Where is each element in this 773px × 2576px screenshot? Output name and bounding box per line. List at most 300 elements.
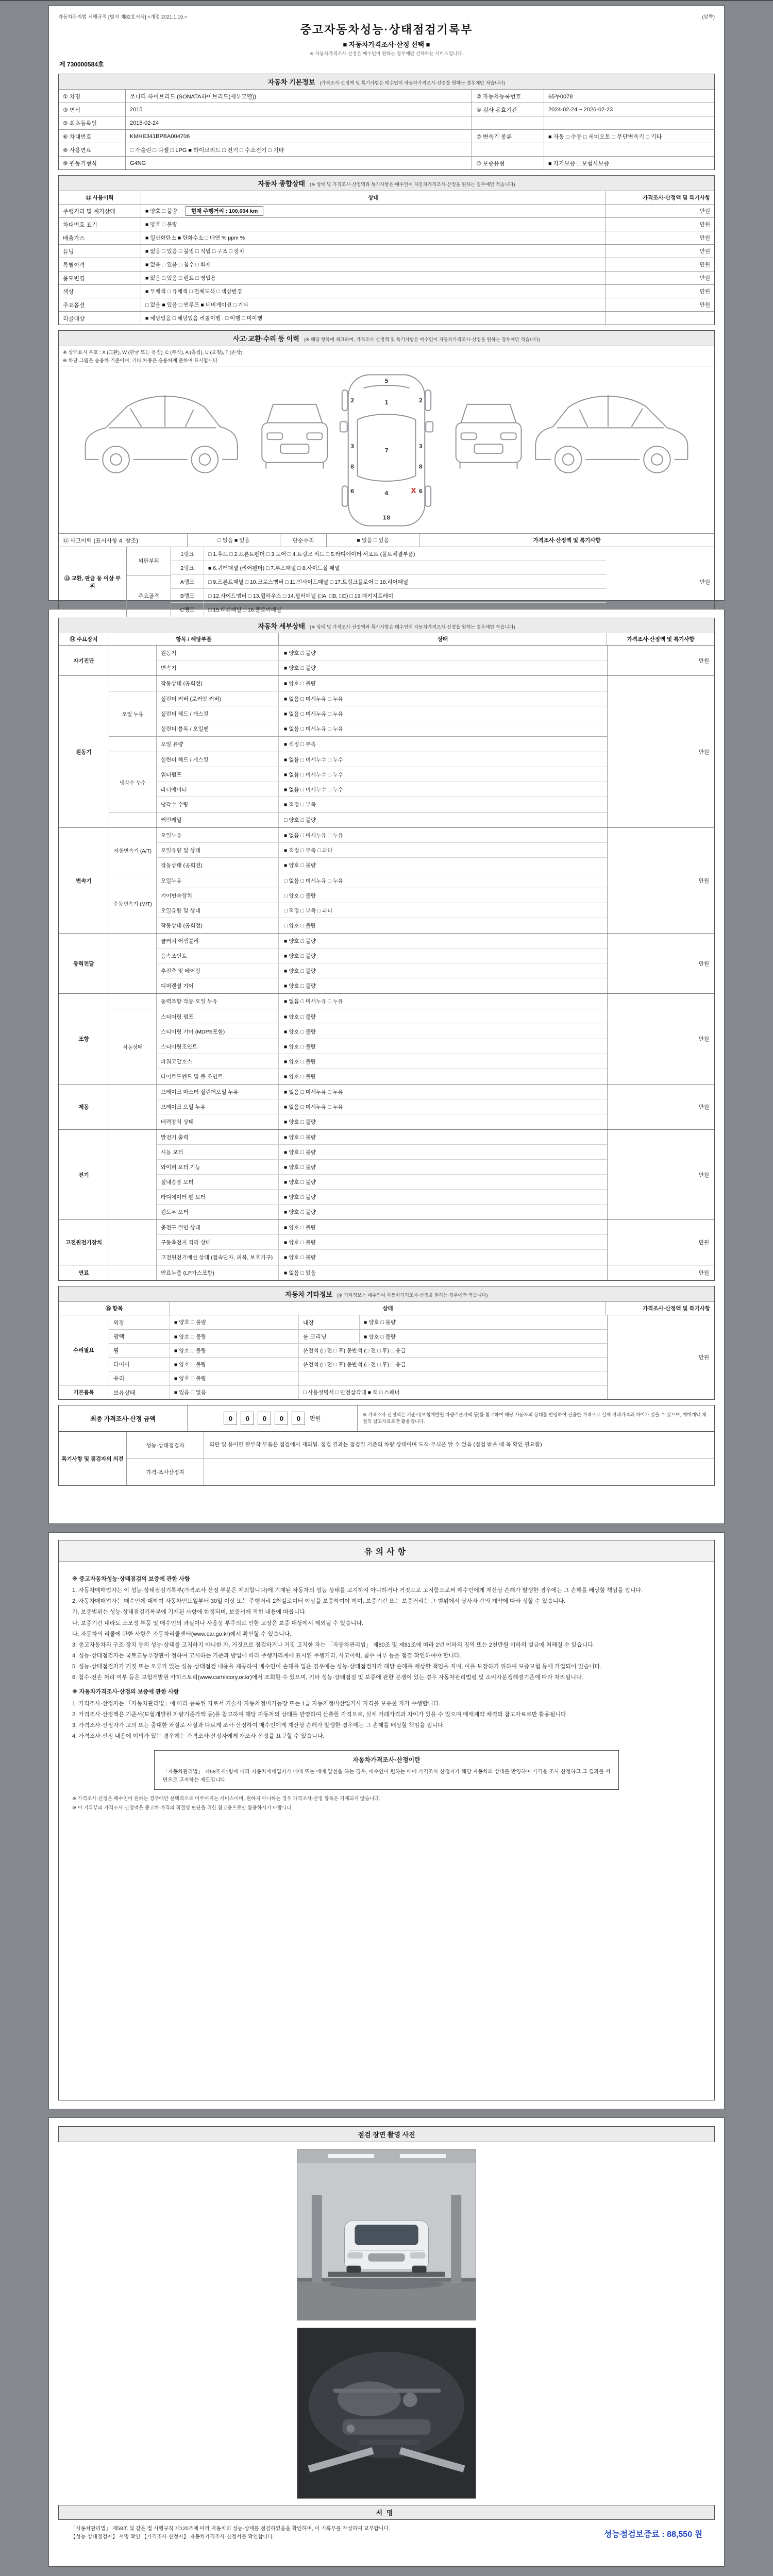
row-label: 용도변경: [59, 272, 141, 284]
item-state: ■ 양호 □ 불량: [284, 1224, 316, 1231]
svg-text:4: 4: [384, 490, 389, 497]
row-label: 차대번호 표기: [59, 218, 141, 231]
overall-row: [59, 258, 714, 271]
rank-items: ■ 6.쿼터패널 (리어펜더) □ 7.루프패널 □ 8.사이드실 패널: [208, 565, 340, 571]
detail-row: [157, 737, 607, 752]
item-name: 원동기: [157, 646, 279, 660]
device-block: [109, 994, 607, 1009]
field-label: ③ 연식: [59, 103, 126, 116]
price-digit: 0: [258, 1412, 271, 1425]
row-state: [141, 285, 606, 298]
side-view-left: [86, 395, 238, 473]
state-options: □ 없음 ■ 있음 □ 썬루프 ■ 네비게이션 □ 기타: [145, 302, 248, 308]
field-value: 2015-02-24: [126, 116, 472, 129]
rank-items: □ 12.사이드멤버 □ 13.휠하우스 □ 14.필러패널 (□A, □B, □C) □ 19.패키지트레이: [208, 592, 394, 599]
panel-main-form: [48, 5, 725, 613]
item-state: ■ 양호 □ 불량: [284, 1255, 316, 1261]
overall-row: [59, 231, 714, 244]
device-block: [109, 737, 607, 752]
detail-row: [157, 1250, 607, 1265]
field-label: ⑨ 원동기형식: [59, 157, 126, 170]
field-label: ② 자동차등록번호: [472, 90, 544, 103]
row-state: [141, 231, 606, 244]
section-title: 자동차 종합상태: [258, 180, 305, 188]
item-state: ■ 없음 □ 미세누유 □ 누유: [284, 726, 343, 732]
basic-info-row: [59, 156, 714, 170]
rank-row: [171, 547, 606, 561]
item-name: 연료누출 (LP가스포함): [157, 1265, 279, 1280]
exchange-groups: [127, 547, 171, 617]
device-group: [59, 994, 714, 1084]
item-name: 라디에이터 팬 모터: [157, 1190, 279, 1204]
svg-text:6: 6: [350, 488, 355, 495]
detail-row: [157, 963, 607, 978]
item-label: 룸 크리닝: [299, 1330, 360, 1343]
overall-table: [58, 191, 715, 325]
accident-table: [58, 346, 715, 617]
rank-label: B랭크: [171, 589, 204, 602]
price-cell: 만원: [607, 994, 714, 1084]
notice-section: [72, 1687, 701, 1741]
field-value: G4NG: [126, 157, 472, 170]
device-block: [109, 676, 607, 691]
price-cell: 만원: [607, 1220, 714, 1265]
final-price-row: [58, 1405, 715, 1432]
field-label: ⑤ 최초등록일: [59, 116, 126, 129]
device-block: [109, 934, 607, 993]
overall-row: [59, 311, 714, 325]
item-state: ■ 양호 □ 불량: [284, 862, 316, 869]
signature-body: [58, 2520, 715, 2544]
item-state: ■ 양호 □ 불량: [284, 1209, 316, 1215]
device-group: [59, 676, 714, 828]
item-name: 오일 유량: [157, 737, 279, 752]
item-name: 스티어링조인트: [157, 1039, 279, 1054]
item-state: ■ 없음 □ 미세누유 □ 누유: [284, 998, 343, 1005]
column-usage-history: ⑪ 사용이력: [59, 191, 141, 204]
block-label: 수동변속기 (M/T): [109, 873, 157, 933]
device-group: [59, 1265, 714, 1280]
svg-text:18: 18: [382, 514, 391, 521]
remarks-table: [58, 1432, 715, 1486]
notice-item: 3. 중고자동차의 구조·장치 등의 성능·상태를 고지하지 아니한 자, 거짓으로 점검하거나 거짓 고지한 자는 「자동차관리법」 제80조 및 제81조에 따라 2년 이하의 징역 또는 2천만원 이하의 벌금에 처해질 수 있습니다.: [72, 1641, 595, 1648]
rank-items: □ 15.대쉬패널 □ 16.플로어패널: [208, 607, 281, 613]
notice-item: 나. 보증기간 내라도 소모성 부품 및 매수인의 과실이나 사용상 부주의로 인한 고장은 보증 대상에서 제외될 수 있습니다.: [72, 1620, 364, 1626]
item-state: ■ 양호 □ 불량: [284, 1194, 316, 1200]
photo-car-on-lift: [297, 2149, 476, 2320]
svg-text:2: 2: [418, 397, 423, 404]
basic-info-row: [59, 103, 714, 116]
field-value: 쏘나타 하이브리드 (SONATA하이브리드(세부모델)): [126, 90, 472, 103]
item-name: 커먼레일: [157, 812, 279, 827]
detail-row: [157, 858, 607, 873]
svg-text:8: 8: [418, 463, 423, 470]
item-extra: 운전석 (□ 전 □ 후) 동반석 (□ 전 □ 후) □ 응급: [303, 1361, 406, 1368]
device-block: [109, 873, 607, 933]
price-column-header: 가격조사·산정액 및 특기사항: [533, 537, 601, 544]
detail-table: [58, 633, 715, 1281]
field-label: [472, 143, 544, 156]
section-title: 자동차 기본정보: [267, 78, 315, 86]
device-block: [109, 1265, 607, 1280]
detail-row: [157, 828, 607, 843]
remarks-row-inspector: [127, 1432, 714, 1459]
device-block: [109, 691, 607, 737]
remarks-title: 특기사항 및 점검자의 의견: [59, 1432, 127, 1485]
subtitle: ■ 자동차가격조사·산정 선택 ■: [343, 41, 430, 48]
state-options: ■ 무채색 □ 유채색 □ 전체도색 □ 색상변경: [145, 289, 242, 295]
item-state: ■ 양호 □ 불량: [284, 983, 316, 989]
device-name: 원동기: [59, 676, 109, 827]
overall-row: [59, 271, 714, 284]
item-state: ■ 양호 □ 불량: [284, 1074, 316, 1080]
column-state: 상태: [279, 633, 607, 645]
detail-row: [157, 1039, 607, 1054]
column-price: 가격조사·산정액 및 특기사항: [627, 636, 695, 642]
item-state: ■ 양호 □ 불량: [284, 1179, 316, 1185]
item-state: ■ 양호 □ 불량: [284, 665, 316, 671]
item-name: 동력조향 작동 오일 누유: [157, 994, 279, 1009]
section-signature-header: 서명: [58, 2505, 715, 2520]
final-price-label: 최종 가격조사·산정 금액: [59, 1405, 188, 1431]
accident-history-row: [59, 533, 714, 547]
exchange-block: [59, 547, 714, 617]
detail-row: [157, 918, 607, 933]
svg-text:5: 5: [384, 378, 389, 385]
device-name: 자기진단: [59, 646, 109, 675]
price-cell: 만원: [699, 579, 710, 585]
other-row: [109, 1329, 607, 1343]
final-price-note: ※ 가격조사·산정액은 기준서(보험개발원 차량기준가액 등)를 참고하여 해당 자동차의 상태를 반영하여 산출한 가격으로 실제 거래가격과 차이가 있을 수 있으며, 매매계약 체결의 참고자료로만 활용됩니다.: [363, 1412, 707, 1424]
item-name: 냉각수 수량: [157, 797, 279, 812]
other-row: [109, 1315, 607, 1329]
device-group: [59, 646, 714, 676]
item-state: ■ 양호 □ 불량: [284, 1239, 316, 1246]
item-state: ■ 양호 □ 불량: [284, 938, 316, 944]
item-name: 오일누유: [157, 873, 279, 888]
detail-row: [157, 843, 607, 858]
price-digit: 0: [241, 1412, 254, 1425]
rank-label: C랭크: [171, 603, 204, 617]
item-name: 등속조인트: [157, 948, 279, 963]
detail-row: [157, 782, 607, 797]
detail-row: [157, 752, 607, 767]
device-group: [59, 1220, 714, 1265]
device-name: 제동: [59, 1084, 109, 1129]
rear-view: [456, 404, 522, 469]
detail-row: [157, 1220, 607, 1235]
svg-text:8: 8: [350, 463, 355, 470]
appraiser-comment: [204, 1459, 714, 1485]
item-state: ■ 없음 □ 있음: [284, 1270, 316, 1276]
item-state: ■ 없음 □ 미세누수 □ 누수: [284, 756, 343, 763]
section-accident-header: [58, 330, 715, 346]
legend-block: [59, 346, 246, 366]
document-number: 제 730000584호: [59, 61, 104, 68]
detail-row: [157, 994, 607, 1009]
item-name: 기어변속장치: [157, 888, 279, 903]
price-digit: 0: [224, 1412, 237, 1425]
signature-line-1: 「자동차관리법」 제58조 및 같은 법 시행규칙 제120조에 따라 자동차의 성능·상태를 점검하였음을 확인하며, 이 기록부를 작성하여 교부합니다.: [71, 2526, 391, 2532]
front-view: [262, 404, 327, 469]
detail-row: [157, 691, 607, 706]
price-cell: 만원: [699, 235, 710, 241]
item-name: 브레이크 오일 누유: [157, 1099, 279, 1114]
field-label: ⑥ 차대번호: [59, 130, 126, 143]
item-label: 유리: [109, 1371, 170, 1385]
block-label: [109, 812, 157, 827]
notice-item: 3. 가격조사·산정자가 고의 또는 중대한 과실로 사실과 다르게 조사·산정하여 매수인에게 재산상 손해가 발생한 경우에는 그 손해를 배상할 책임을 집니다.: [72, 1722, 445, 1728]
fee-label: 성능점검보증료 :: [603, 2530, 665, 2539]
notice-heading: ※ 중고자동차성능·상태점검의 보증에 관한 사항: [72, 1576, 190, 1582]
exchange-label: ⑬ 교환, 판금 등 이상 부위: [59, 547, 127, 617]
price-cell: 만원: [699, 208, 710, 214]
section-detail-header: [58, 618, 715, 633]
price-cell: 만원: [607, 1084, 714, 1129]
row-label: 튜닝: [59, 245, 141, 258]
column-state: 상태: [170, 1302, 606, 1315]
item-label: 보유상태: [109, 1385, 170, 1399]
other-column-header-wrap: [58, 1301, 715, 1315]
field-label: ① 차명: [59, 90, 126, 103]
other-column-header: [59, 1301, 714, 1315]
field-value: 2015: [126, 103, 472, 116]
accident-history-label: ⑫ 사고이력 (표시사항 4. 참조): [59, 534, 188, 547]
item-label: 내장: [299, 1315, 360, 1329]
block-label: [109, 1220, 157, 1265]
row-state: [141, 245, 606, 258]
item-name: 브레이크 마스터 실린더오일 누유: [157, 1084, 279, 1099]
state-options: ■ 양호 □ 불량: [145, 222, 178, 228]
field-value: ■ 자동 □ 수동 □ 세미오토 □ 무단변속기 □ 기타: [548, 133, 662, 140]
item-state: ■ 양호 □ 불량: [284, 1119, 316, 1125]
price-cell: 만원: [607, 676, 714, 827]
simple-repair-state: ■ 없음 □ 있음: [327, 534, 419, 547]
section-title: 사고·교환·수리 등 이력: [232, 335, 299, 343]
detail-row: [157, 873, 607, 888]
other-row: [109, 1371, 607, 1385]
item-label: 타이어: [109, 1358, 170, 1371]
simple-repair-label: 단순수리: [280, 534, 327, 547]
inspector-label: 성능·상태점검자: [127, 1432, 204, 1459]
detail-row: [157, 646, 607, 660]
overall-row: [59, 298, 714, 311]
row-state: [141, 205, 606, 217]
column-price: 가격조사·산정액 및 특기사항: [642, 195, 710, 201]
price-cell: [606, 312, 714, 325]
notice-item: 2. 자동차매매업자는 매수인에 대하여 자동차인도일부터 30일 이상 또는 주행거리 2천킬로미터 이상을 보증하여야 하며, 보증기간 또는 보증거리는 그 범위에서 당사자 간의 계약에 따라 정할 수 있습니다.: [72, 1598, 566, 1605]
other-row: [109, 1357, 607, 1371]
notice-body: [59, 1562, 714, 1820]
device-block: [109, 752, 607, 812]
item-state: ■ 양호 □ 불량: [284, 968, 316, 974]
item-name: 변속기: [157, 660, 279, 675]
remarks-row-appraiser: [127, 1459, 714, 1485]
detail-row: [157, 1099, 607, 1114]
section-note: (※ 해당 항목에 체크하며, 가격조사·산정액 및 특기사항은 매수인이 자동차가격조사·산정을 원하는 경우에만 적습니다): [304, 337, 541, 342]
section-title: 자동차 기타정보: [285, 1291, 333, 1298]
device-block: [109, 1009, 607, 1084]
notice-title: 유의사항: [59, 1540, 714, 1562]
item-state: ■ 양호 □ 불량: [364, 1333, 396, 1340]
section-overall-header: [58, 175, 715, 191]
block-label: [109, 994, 157, 1009]
basic-items-block: [59, 1385, 607, 1399]
item-state: ■ 있음 □ 없음: [170, 1385, 299, 1399]
repair-group-label: 수리필요: [59, 1315, 109, 1385]
block-label: [109, 1130, 157, 1219]
appraiser-label: 가격·조사산정자: [127, 1459, 204, 1485]
detail-row: [157, 1114, 607, 1129]
detail-row: [157, 1024, 607, 1039]
inspector-comment: 외판 및 용이한 탈부착 부품은 점검에서 제외됨. 점검 결과는 점검일 기준의 차량 상태이며 도색·부식은 알 수 없음 (점검 받을 때 꼭 확인 필요함): [209, 1442, 542, 1448]
notice-footnote: ※ 가격조사·산정은 매수인이 원하는 경우에만 선택적으로 이루어지는 서비스이며, 원하지 아니하는 경우 가격조사·산정 항목은 기재되지 않습니다.: [72, 1795, 380, 1802]
side-view-right: [535, 395, 687, 473]
item-extra: [299, 1371, 607, 1385]
notice-heading: ※ 자동차가격조사·산정의 보증에 관한 사항: [72, 1689, 179, 1696]
device-name: 동력전달: [59, 934, 109, 993]
overall-row: [59, 204, 714, 217]
item-name: 실린더 헤드 / 개스킷: [157, 706, 279, 721]
row-label: 특별이력: [59, 258, 141, 271]
detail-row: [157, 1009, 607, 1024]
field-value: [544, 116, 714, 129]
item-name: 스티어링 펌프: [157, 1009, 279, 1024]
section-note: (※ 상태 및 가격조사·산정액과 특기사항은 매수인이 자동차가격조사·산정을 원하는 경우에만 적습니다): [310, 182, 515, 187]
detail-row: [157, 767, 607, 782]
basic-info-table: [58, 89, 715, 170]
block-label: [109, 646, 157, 675]
item-state: ■ 양호 □ 불량: [284, 1013, 316, 1020]
detail-row: [157, 1265, 607, 1280]
item-name: 클러치 어셈블리: [157, 934, 279, 948]
rank-row: [171, 561, 606, 575]
item-state: ■ 적정 □ 부족: [284, 741, 316, 748]
item-state: ■ 양호 □ 불량: [170, 1358, 299, 1371]
price-cell: 만원: [607, 1315, 714, 1399]
item-name: 고전원전기배선 상태 (접속단자, 피복, 보호기구): [157, 1250, 279, 1265]
item-state: ■ 양호 □ 불량: [284, 1043, 316, 1050]
state-options: ■ 없음 □ 있음 □ 침수 □ 화재: [145, 262, 211, 268]
item-extra: □ 사용설명서 □ 안전삼각대 ■ 잭 □ 스패너: [303, 1389, 400, 1396]
car-diagram-row: [59, 366, 714, 533]
column-item: ⑮ 항목: [59, 1302, 170, 1315]
device-name: 고전원전기장치: [59, 1220, 109, 1265]
section-basic-info-header: [58, 74, 715, 89]
item-state: ■ 양호 □ 불량: [170, 1371, 299, 1385]
item-state: □ 양호 □ 불량: [284, 892, 316, 899]
item-name: 타이로드엔드 및 볼 조인트: [157, 1069, 279, 1084]
field-label: ⑩ 보증유형: [472, 157, 544, 170]
item-state: ■ 양호 □ 불량: [284, 1134, 316, 1141]
detail-row: [157, 797, 607, 812]
notice-item: 가. 보증범위는 성능·상태점검기록부에 기재된 사항에 한정되며, 보증서에 적힌 내용에 따릅니다.: [72, 1609, 307, 1616]
state-options: ■ 양호 □ 불량: [145, 208, 178, 214]
top-line: [58, 13, 715, 20]
item-name: 추진축 및 베어링: [157, 963, 279, 978]
item-name: 작동상태 (공회전): [157, 858, 279, 873]
other-table: [58, 1315, 715, 1400]
item-state: □ 적정 □ 부족 □ 과다: [284, 907, 333, 914]
rank-row: [171, 603, 606, 617]
field-value: 65누0078: [548, 93, 573, 100]
block-label: 오일 누유: [109, 691, 157, 736]
section-note: (가격조사·산정액 및 특기사항은 매수인이 자동차가격조사·산정을 원하는 경우에만 적습니다): [320, 80, 506, 86]
notice-section: [72, 1574, 701, 1682]
rank-row: [171, 589, 606, 603]
item-name: 충전구 절연 상태: [157, 1220, 279, 1234]
block-label: [109, 1265, 157, 1280]
appraisal-definition-title: 자동차가격조사·산정이란: [352, 1756, 421, 1764]
device-group: [59, 1130, 714, 1220]
state-options: ■ 해당없음 □ 해당있음 리콜이행 : □ 이행 □ 미이행: [145, 315, 262, 321]
price-digit: 0: [292, 1412, 305, 1425]
detail-row: [157, 903, 607, 918]
item-state: ■ 양호 □ 불량: [284, 1164, 316, 1171]
rank-label: 1랭크: [171, 547, 204, 561]
item-state: □ 없음 □ 미세누유 □ 누유: [284, 877, 343, 884]
detail-row: [157, 676, 607, 691]
page-marker: (앞쪽): [702, 14, 715, 20]
item-state: ■ 없음 □ 미세누수 □ 누수: [284, 786, 343, 793]
fee-value: 88,550 원: [667, 2530, 702, 2539]
detail-row: [157, 934, 607, 948]
item-state: ■ 없음 □ 미세누수 □ 누수: [284, 771, 343, 778]
car-diagram: [65, 368, 708, 531]
repair-block: [59, 1315, 607, 1385]
block-label: 자동변속기 (A/T): [109, 828, 157, 873]
detail-row: [157, 721, 607, 736]
price-cell: 만원: [607, 1130, 714, 1219]
field-label: ⑦ 변속기 종류: [472, 130, 544, 143]
row-label: 배출가스: [59, 231, 141, 244]
rank-row: [171, 575, 606, 589]
device-name: 조향: [59, 994, 109, 1084]
item-state: ■ 양호 □ 불량: [284, 1149, 316, 1156]
row-state: [141, 312, 606, 325]
block-label: [109, 737, 157, 752]
block-label: [109, 676, 157, 691]
device-block: [109, 1220, 607, 1265]
item-state: □ 양호 □ 불량: [284, 817, 316, 823]
odometer-box: 현재 주행거리 : 100,604 km: [186, 206, 263, 216]
notice-item: 2. 가격조사·산정액은 기준서(보험개발원 차량기준가액 등)를 참고하여 해당 자동차의 상태를 반영하여 산출한 가격으로, 실제 거래가격과 차이가 있을 수 있으며 매매계약 체결의 참고자료로만 활용됩니다.: [72, 1711, 568, 1718]
field-value: 2024-02-24 ~ 2026-02-23: [548, 106, 613, 113]
device-name: 전기: [59, 1130, 109, 1219]
state-options: ■ 없음 □ 있음 □ 불법 □ 적법 □ 구조 □ 장치: [145, 248, 244, 255]
row-state: [141, 258, 606, 271]
final-price-digits: [188, 1405, 358, 1431]
notice-box: [58, 1540, 715, 2100]
item-name: 오일유량 및 상태: [157, 843, 279, 857]
device-group: [59, 934, 714, 994]
item-name: 작동상태 (공회전): [157, 676, 279, 691]
detail-row: [157, 1054, 607, 1069]
overall-row: [59, 284, 714, 298]
notice-item: 6. 침수·전손 처리 여부 등은 보험개발원 카히스토리(www.carhistory.or.kr)에서 조회할 수 있으며, 기타 성능·상태점검 및 보증에 관한 분쟁이 있는 경우 자동차관리법령 및 소비자분쟁해결기준에 따라 처리됩니다.: [72, 1674, 583, 1681]
price-cell: 만원: [607, 828, 714, 933]
item-name: 와이퍼 모터 기능: [157, 1160, 279, 1174]
column-device: ⑭ 주요장치: [59, 633, 109, 645]
price-cell: 만원: [699, 289, 710, 295]
field-value: KMHE341BPBA004706: [126, 130, 472, 143]
item-state: ■ 양호 □ 불량: [170, 1315, 299, 1329]
item-state: ■ 양호 □ 불량: [284, 1058, 316, 1065]
svg-text:1: 1: [384, 399, 389, 406]
notice-item: 4. 가격조사·산정 내용에 이의가 있는 경우에는 가격조사·산정자에게 재조사·산정을 요구할 수 있습니다.: [72, 1733, 325, 1739]
group-main-frame: 주요골격: [138, 593, 159, 600]
row-state: [141, 272, 606, 284]
